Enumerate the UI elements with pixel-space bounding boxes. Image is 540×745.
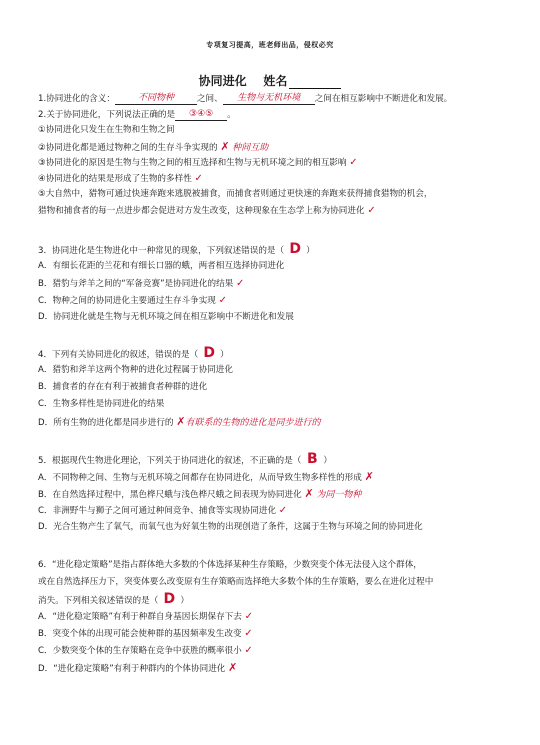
q2-item-1: ①协同进化只发生在生物和生物之间 [38,125,175,135]
q2-blank[interactable] [175,109,227,121]
q5-answer: B [306,451,318,467]
name-label: 姓名 [263,74,288,88]
name-blank[interactable] [289,76,341,89]
q6-answer: D [163,591,176,607]
q2-item-4: ④协同进化的结果是形成了生物的多样性 ✓ [38,173,203,184]
q3-option-b: B．猎豹与斧羊之间的“军备竞赛”是协同进化的结果 ✓ [38,278,245,289]
check-mark: ✓ [236,278,245,289]
cross-mark: ✗ [364,470,374,483]
q3-option-a: A．有细长花距的兰花和有细长口器的蛾，两者相互选择协同进化 [38,261,285,271]
q6-option-c: C．少数突变个体的生存策略在竞争中获胜的概率很小 ✓ [38,645,253,656]
check-mark: ✓ [367,205,376,216]
q2-answer: ③④⑤ [189,109,214,119]
q1-suffix: 之间在相互影响中不断进化和发展。 [314,94,453,104]
q1-line [38,93,452,105]
q5-stem: 5．根据现代生物进化理论，下列关于协同进化的叙述，不正确的是（ B ） [38,451,332,467]
check-mark: ✓ [244,611,253,622]
q6-stem-1: 6．“进化稳定策略”是指占群体绝大多数的个体选择某种生存策略，少数突变个体无法侵入这个群体， [38,560,422,570]
q5-option-c: C．非洲野牛与狮子之间可通过种间竞争、捕食等实现协同进化 ✓ [38,505,288,516]
q1-prefix: 1.协同进化的含义： [38,94,115,104]
q3-answer: D [289,241,301,257]
q5-option-d: D．光合生物产生了氧气，而氧气也为好氧生物的出现创造了条件，这属于生物与环境之间的协同进化 [38,522,423,532]
check-mark: ✓ [349,157,358,168]
q6-option-a: A．“进化稳定策略”有利于种群自身基因长期保存下去 ✓ [38,611,253,622]
title-text: 协同进化 [198,74,247,88]
q5-option-b: B．在自然选择过程中，黑色桦尺蛾与浅色桦尺蛾之间表现为协同进化 ✗ 为同一物种 [38,487,362,500]
q4-option-b: B．捕食者的存在有利于被捕食者种群的进化 [38,382,208,392]
cross-mark: ✗ [176,415,186,428]
check-mark: ✓ [218,295,228,306]
cross-mark: ✗ [228,661,238,674]
q4-option-a: A．猎豹和斧羊这两个物种的进化过程属于协同进化 [38,365,233,375]
q4-stem: 4．下列有关协同进化的叙述，错误的是（ D ） [38,345,229,361]
q3-stem: 3．协同进化是生物进化中一种常见的现象，下列叙述错误的是（ D ） [38,241,315,257]
handwritten-note: 种间互助 [232,143,269,153]
page-title [0,72,540,89]
check-mark: ✓ [244,628,253,639]
q1-blank-2[interactable] [223,93,315,105]
handwritten-note: 有联系的生物的进化是同步进行的 [185,418,321,428]
q2-item-5-cont: 猎物和捕食者的每一点进步都会促进对方发生改变，这种现象在生态学上称为协同进化 ✓ [38,205,376,216]
q3-option-d: D．协同进化就是生物与无机环境之间在相互影响中不断进化和发展 [38,312,294,322]
q2-suffix: 。 [227,110,236,120]
q2-item-5: ⑤大自然中，猎物可通过快速奔跑来逃脱被捕食，而捕食者则通过更快速的奔跑来获得捕食猎物的机会， [38,189,433,199]
q6-option-d: D．“进化稳定策略”有利于种群内的个体协同进化 ✗ [38,661,238,674]
q4-answer: D [203,345,215,361]
q6-stem-3: 消失。下列相关叙述错误的是（ D ） [38,591,189,607]
q2-prefix: 2.关于协同进化，下列说法正确的是 [38,110,176,120]
q1-answer-2: 生物与无机环境 [237,93,301,103]
q2-item-2: ②协同进化都是通过物种之间的生存斗争实现的 ✗ 种间互助 [38,140,269,153]
cross-mark: ✗ [220,140,230,153]
q4-option-c: C．生物多样性是协同进化的结果 [38,399,165,409]
q1-blank-1[interactable] [115,93,197,105]
cross-mark: ✗ [304,487,314,500]
q6-stem-2: 或在自然选择压力下，突变体要么改变原有生存策略而选择绝大多数个体的生存策略，要么在进化过程中 [38,577,434,587]
q2-stem [38,109,236,121]
check-mark: ✓ [244,645,253,656]
check-mark: ✓ [194,173,203,184]
q1-mid: 之间、 [196,94,223,104]
q2-item-3: ③协同进化的原因是生物与生物之间的相互选择和生物与无机环境之间的相互影响 ✓ [38,157,358,168]
q6-option-b: B．突变个体的出现可能会使种群的基因频率发生改变 ✓ [38,628,253,639]
handwritten-note: 为同一物种 [316,490,362,500]
page-header: 专项复习提高，班老师出品，侵权必究 [206,41,334,49]
check-mark: ✓ [278,505,288,516]
q1-answer-1: 不同物种 [137,93,174,103]
q4-option-d: D．所有生物的进化都是同步进行的 ✗有联系的生物的进化是同步进行的 [38,415,321,428]
q3-option-c: C．物种之间的协同进化主要通过生存斗争实现 ✓ [38,295,228,306]
q5-option-a: A．不同物种之间、生物与无机环境之间都存在协同进化，从而导致生物多样性的形成 ✗ [38,470,374,483]
